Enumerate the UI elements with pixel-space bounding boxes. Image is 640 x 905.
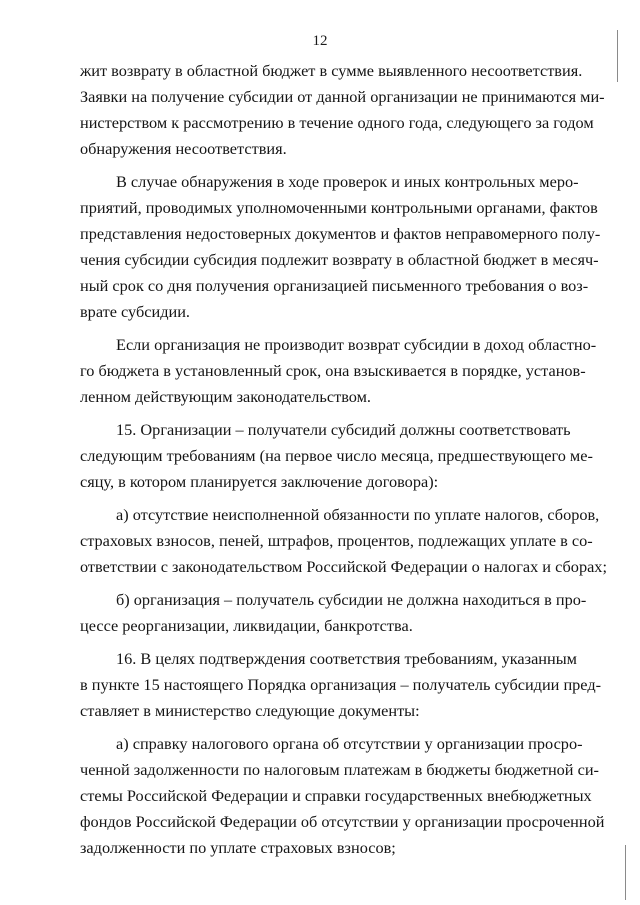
text-line: ченной задолженности по налоговым платежам в бюджеты бюджетной си- [80, 760, 599, 779]
text-line: 16. В целях подтверждения соответствия требованиям, указанным [116, 649, 577, 668]
text-line: ленном действующим законодательством. [80, 387, 371, 406]
text-line: врате субсидии. [80, 302, 190, 321]
text-line: нистерством к рассмотрению в течение одного года, следующего за годом [80, 113, 594, 132]
text-line: Если организация не производит возврат субсидии в доход областно- [116, 335, 597, 354]
page-number: 12 [312, 33, 328, 49]
paragraph [80, 502, 607, 580]
text-line: следующим требованиям (на первое число месяца, предшествующего ме- [80, 446, 593, 465]
text-line: задолженности по уплате страховых взносов; [80, 838, 396, 857]
text-line: ответствии с законодательством Российской Федерации о налогах и сборах; [80, 557, 607, 576]
text-line: жит возврату в областной бюджет в сумме выявленного несоответствия. [80, 61, 583, 80]
text-line: представления недостоверных документов и фактов неправомерного полу- [80, 224, 601, 243]
text-line: обнаружения несоответствия. [80, 139, 287, 158]
paragraph [80, 731, 605, 861]
text-line: сяцу, в котором планируется заключение договора): [80, 472, 439, 491]
text-line: фондов Российской Федерации об отсутствии у организации просроченной [80, 812, 605, 831]
scan-edge-mark [625, 845, 626, 900]
text-line: страховых взносов, пеней, штрафов, процентов, подлежащих уплате в со- [80, 531, 593, 550]
paragraph [80, 332, 597, 410]
text-line: го бюджета в установленный срок, она взыскивается в порядке, установ- [80, 361, 586, 380]
text-line: чения субсидии субсидия подлежит возврату в областной бюджет в месяч- [80, 250, 599, 269]
text-line: б) организация – получатель субсидии не должна находиться в про- [116, 590, 587, 609]
text-line: цессе реорганизации, ликвидации, банкротства. [80, 616, 413, 635]
text-line: стемы Российской Федерации и справки государственных внебюджетных [80, 786, 592, 805]
text-line: В случае обнаружения в ходе проверок и иных контрольных меро- [116, 172, 579, 191]
text-line: Заявки на получение субсидии от данной организации не принимаются ми- [80, 87, 605, 106]
paragraph [80, 417, 593, 495]
paragraph [80, 646, 602, 724]
text-line: ный срок со дня получения организацией письменного требования о воз- [80, 276, 589, 295]
text-line: а) справку налогового органа об отсутствии у организации просро- [116, 734, 583, 753]
paragraph [80, 58, 605, 162]
text-line: приятий, проводимых уполномоченными контрольными органами, фактов [80, 198, 598, 217]
text-line: 15. Организации – получатели субсидий должны соответствовать [116, 420, 571, 439]
text-line: а) отсутствие неисполненной обязанности по уплате налогов, сборов, [116, 505, 600, 524]
paragraph [80, 587, 587, 639]
text-line: в пункте 15 настоящего Порядка организация – получатель субсидии пред- [80, 675, 602, 694]
text-line: ставляет в министерство следующие документы: [80, 701, 420, 720]
paragraph [80, 169, 601, 325]
body-text [80, 58, 607, 861]
